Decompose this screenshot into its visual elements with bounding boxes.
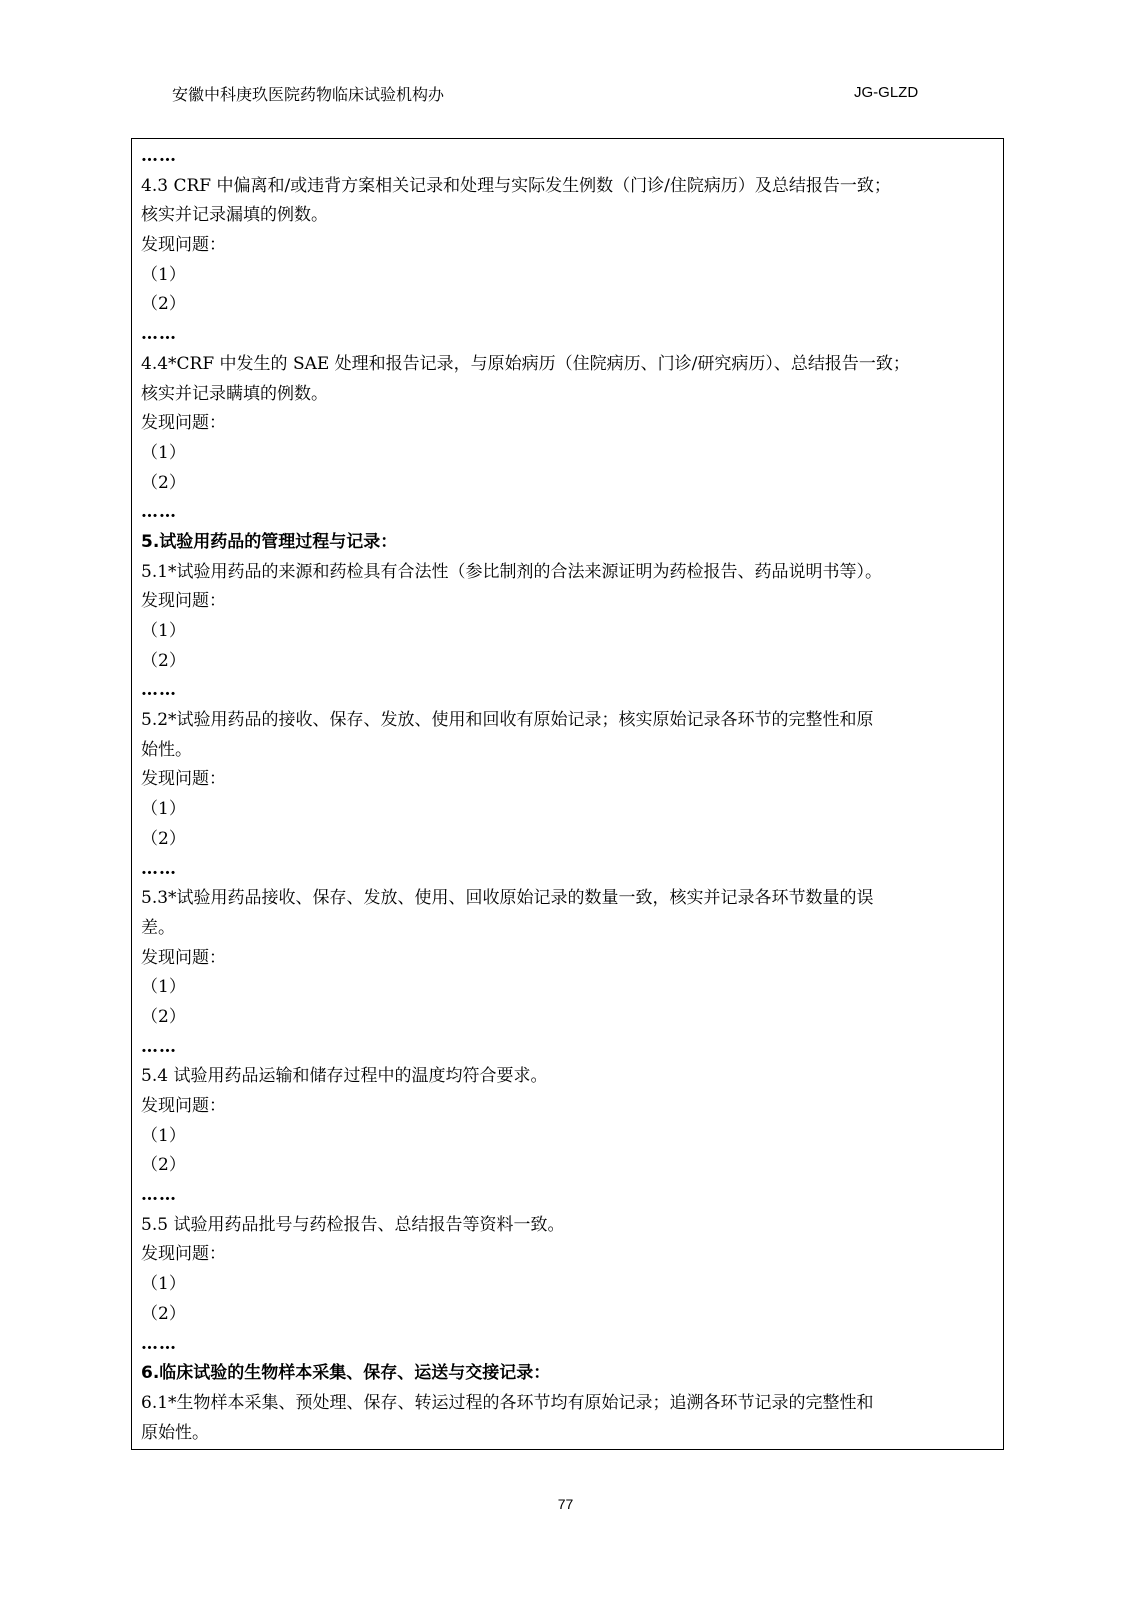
text-line: （2） [141, 294, 186, 315]
header-document-code: JG-GLZD [854, 84, 919, 101]
text-line: 6.1*生物样本采集、预处理、保存、转运过程的各环节均有原始记录；追溯各环节记录的完整性和 [141, 1392, 874, 1413]
section-heading: 6.临床试验的生物样本采集、保存、运送与交接记录： [141, 1363, 551, 1384]
text-line: （1） [141, 264, 186, 285]
text-line: 原始性。 [141, 1422, 209, 1443]
text-line: 核实并记录瞒填的例数。 [141, 383, 328, 404]
ellipsis-line: …… [141, 680, 177, 701]
text-line: 5.2*试验用药品的接收、保存、发放、使用和回收有原始记录；核实原始记录各环节的完整性和原 [141, 710, 874, 731]
text-line: （1） [141, 799, 186, 820]
text-line: （2） [141, 650, 186, 671]
text-line: （2） [141, 472, 186, 493]
text-line: 始性。 [141, 739, 192, 760]
text-line: （1） [141, 621, 186, 641]
text-line: 5.1*试验用药品的来源和药检具有合法性（参比制剂的合法来源证明为药检报告、药品说明书等）。 [141, 561, 883, 582]
text-line: （1） [141, 1125, 186, 1146]
ellipsis-line: …… [141, 858, 177, 879]
text-line: 核实并记录漏填的例数。 [141, 205, 328, 226]
text-line: 发现问题： [141, 413, 226, 434]
text-line: （1） [141, 977, 186, 998]
ellipsis-line: …… [141, 324, 177, 345]
text-line: （1） [141, 1274, 186, 1295]
ellipsis-line: …… [141, 1185, 177, 1206]
text-line: 差。 [141, 917, 175, 938]
text-line: 发现问题： [141, 1244, 226, 1265]
section-heading: 5.试验用药品的管理过程与记录： [141, 531, 398, 552]
checklist-body [141, 142, 1001, 1448]
text-line: 5.4 试验用药品运输和储存过程中的温度均符合要求。 [141, 1066, 548, 1087]
text-line: 5.5 试验用药品批号与药检报告、总结报告等资料一致。 [141, 1214, 565, 1235]
ellipsis-line: …… [141, 1333, 177, 1354]
text-line: （2） [141, 1155, 186, 1176]
page-number: 77 [557, 1496, 574, 1512]
text-line: （2） [141, 1303, 186, 1324]
text-line: 5.3*试验用药品接收、保存、发放、使用、回收原始记录的数量一致，核实并记录各环节数量的误 [141, 888, 874, 909]
text-line: 发现问题： [141, 947, 226, 968]
text-line: （1） [141, 442, 186, 463]
text-line: 发现问题： [141, 769, 226, 790]
text-line: 发现问题： [141, 1096, 226, 1116]
text-line: （2） [141, 828, 186, 849]
text-line: 4.3 CRF 中偏离和/或违背方案相关记录和处理与实际发生例数（门诊/住院病历）及总结报告一致； [141, 175, 891, 196]
ellipsis-line: …… [141, 1036, 177, 1057]
text-line: 发现问题： [141, 235, 226, 256]
text-line: 发现问题： [141, 591, 226, 612]
text-line: 4.4*CRF 中发生的 SAE 处理和报告记录，与原始病历（住院病历、门诊/研究病历）、总结报告一致； [141, 353, 910, 374]
text-line: （2） [141, 1006, 186, 1027]
ellipsis-line: …… [141, 146, 177, 166]
ellipsis-line: …… [141, 502, 177, 523]
header-organization: 安徽中科庚玖医院药物临床试验机构办 [172, 85, 445, 104]
